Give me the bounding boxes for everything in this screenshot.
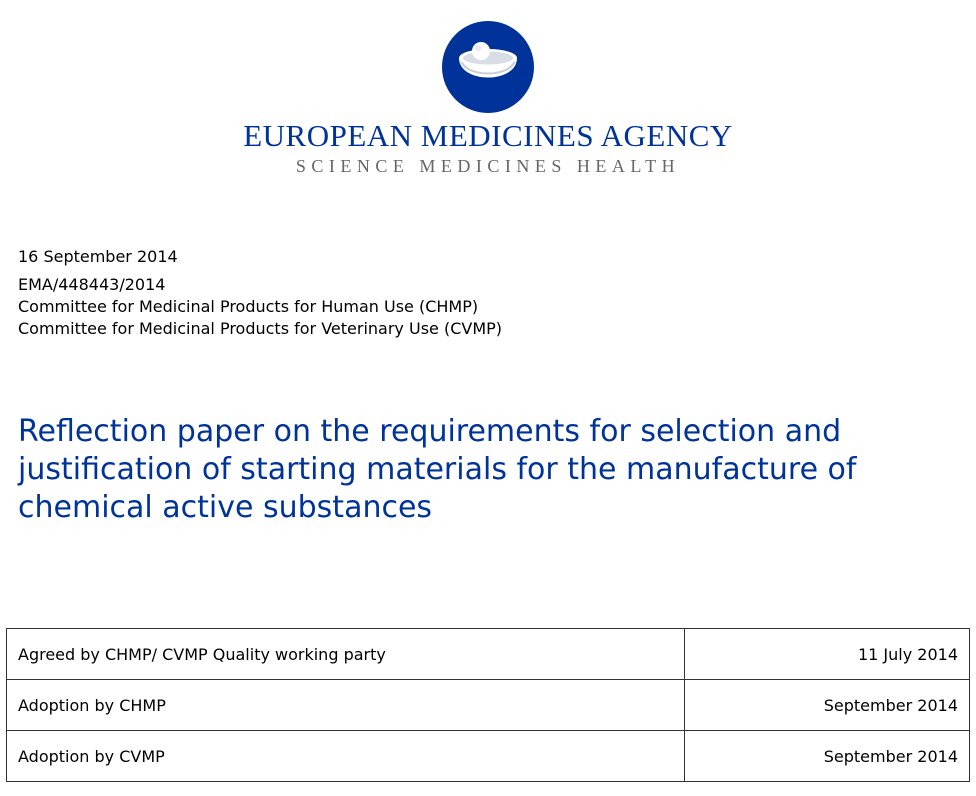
agency-name: EUROPEAN MEDICINES AGENCY bbox=[243, 118, 733, 153]
agency-tagline: SCIENCE MEDICINES HEALTH bbox=[295, 156, 681, 176]
document-date: 16 September 2014 bbox=[18, 247, 178, 266]
document-title: Reflection paper on the requirements for selection and justification of starting materials for the manufacture of chemical active substances bbox=[18, 414, 857, 525]
table-cell-date: 11 July 2014 bbox=[685, 629, 970, 680]
committee-veterinary: Committee for Medicinal Products for Veterinary Use (CVMP) bbox=[18, 319, 503, 338]
agency-logo bbox=[0, 0, 976, 190]
ema-emblem-icon bbox=[441, 20, 535, 114]
table-cell-step: Adoption by CVMP bbox=[7, 731, 685, 782]
status-table bbox=[6, 628, 970, 782]
table-row bbox=[7, 629, 970, 680]
table-cell-date: September 2014 bbox=[685, 680, 970, 731]
table-row bbox=[7, 731, 970, 782]
table-row bbox=[7, 680, 970, 731]
table-cell-step: Adoption by CHMP bbox=[7, 680, 685, 731]
table-cell-date: September 2014 bbox=[685, 731, 970, 782]
committee-human: Committee for Medicinal Products for Human Use (CHMP) bbox=[18, 297, 479, 316]
document-reference: EMA/448443/2014 bbox=[18, 275, 166, 294]
table-cell-step: Agreed by CHMP/ CVMP Quality working party bbox=[7, 629, 685, 680]
